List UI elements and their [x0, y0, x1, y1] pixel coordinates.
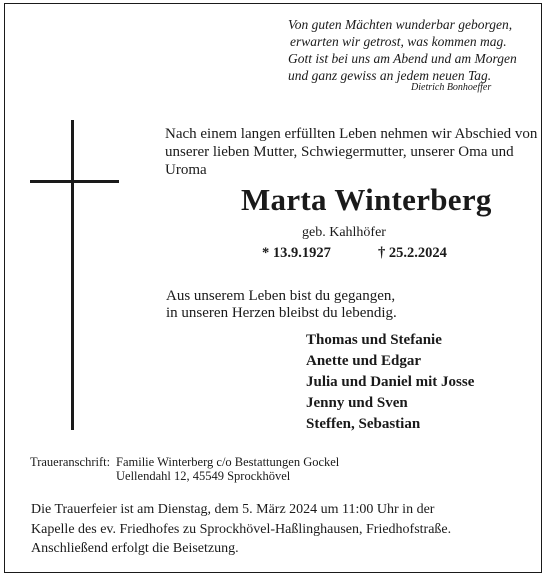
intro-line: Nach einem langen erfüllten Leben nehmen wir Abschied von [165, 126, 538, 142]
verse-line: in unseren Herzen bleibst du lebendig. [166, 305, 397, 321]
verse-line: Aus unserem Leben bist du gegangen, [166, 288, 396, 304]
deceased-name: Marta Winterberg [241, 182, 492, 217]
address-label: Traueranschrift: [30, 455, 111, 469]
birth-date: * 13.9.1927 [262, 245, 331, 261]
service-line: Die Trauerfeier ist am Dienstag, dem 5. März 2024 um 11:00 Uhr in der [31, 502, 435, 517]
birth-name: geb. Kahlhöfer [302, 225, 386, 240]
poem-line: Von guten Mächten wunderbar geborgen, [288, 17, 513, 32]
family-member: Thomas und Stefanie [306, 332, 442, 348]
intro-line: unserer lieben Mutter, Schwiegermutter, unserer Oma und [165, 144, 514, 160]
poem-author: Dietrich Bonhoeffer [411, 82, 492, 93]
death-date: † 25.2.2024 [378, 245, 447, 261]
cross-icon [71, 120, 74, 430]
cross-icon-crossbar [30, 180, 119, 183]
intro-line: Uroma [165, 162, 207, 178]
address-line: Uellendahl 12, 45549 Sprockhövel [116, 469, 291, 483]
address-line: Familie Winterberg c/o Bestattungen Gockel [116, 455, 340, 469]
funeral-service-info [31, 500, 451, 559]
poem-quote [288, 16, 517, 84]
service-line: Kapelle des ev. Friedhofes zu Sprockhövel-Haßlinghausen, Friedhofstraße. [31, 521, 452, 537]
intro-text [165, 125, 537, 179]
poem-line: und ganz gewiss an jedem neuen Tag. [288, 68, 492, 83]
family-member: Anette und Edgar [306, 353, 422, 369]
family-member: Steffen, Sebastian [306, 416, 421, 432]
family-member: Julia und Daniel mit Josse [306, 374, 475, 390]
poem-line: erwarten wir getrost, was kommen mag. [290, 34, 507, 49]
memorial-verse [166, 288, 397, 322]
poem-line: Gott ist bei uns am Abend und am Morgen [288, 51, 517, 66]
service-line: Anschließend erfolgt die Beisetzung. [31, 541, 239, 556]
family-member: Jenny und Sven [306, 395, 408, 411]
family-list [306, 330, 474, 435]
